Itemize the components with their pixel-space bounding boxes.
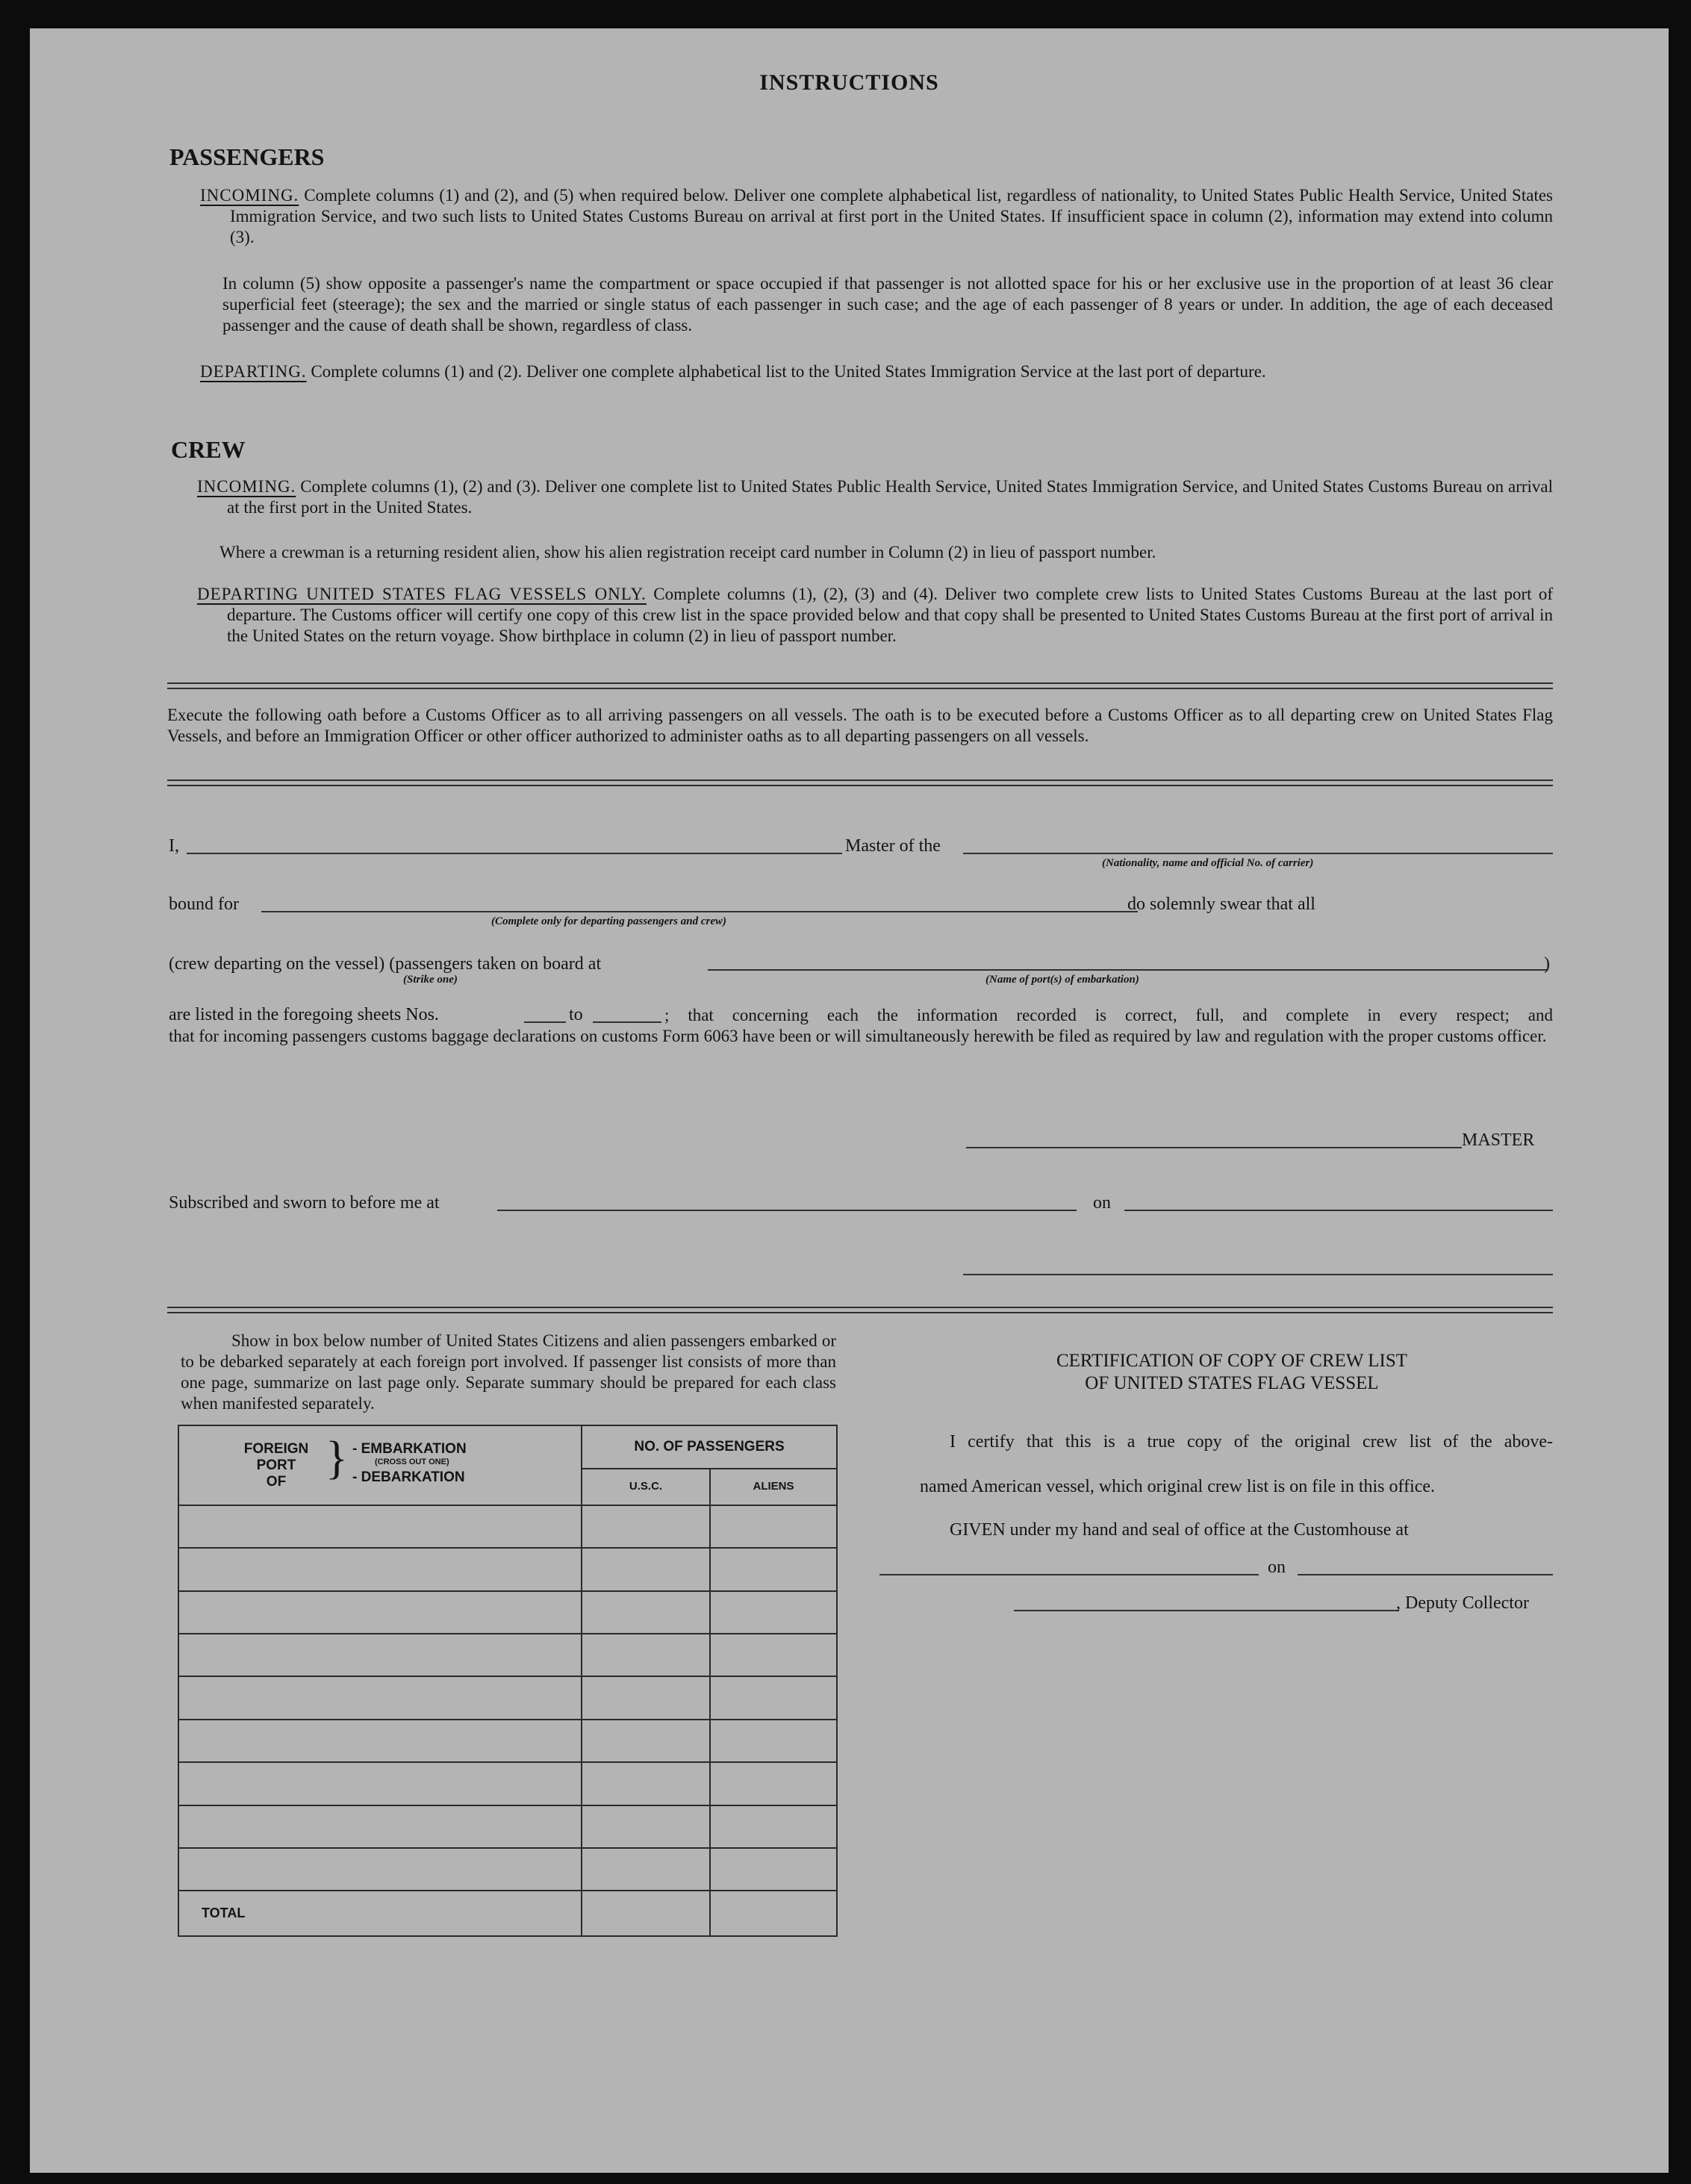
carrier-caption: (Nationality, name and official No. of carrier): [1102, 857, 1314, 869]
aliens-cell[interactable]: [710, 1548, 837, 1590]
port-cell[interactable]: [178, 1720, 582, 1762]
port-label: PORT: [256, 1457, 296, 1474]
certification-on-label: on: [1268, 1558, 1286, 1577]
usc-cell[interactable]: [582, 1762, 710, 1805]
close-paren: ): [1544, 954, 1550, 974]
table-row: [178, 1505, 837, 1548]
passengers-column5-paragraph: In column (5) show opposite a passenger's name the compartment or space occupied if that passenger is not allotted space for his or her exclusive use in the proportion of at least 36 clear superficial feet (steerage); the sex and the married or single status of each passenger in such case; and the age of each passenger of 8 years or under. In addition, the age of each deceased passenger and the cause of death shall be shown, regardless of class.: [222, 274, 1553, 335]
listed-sheets-label: are listed in the foregoing sheets Nos.: [169, 1005, 439, 1024]
foreign-label: FOREIGN: [243, 1441, 309, 1457]
listed-baggage-text: that for incoming passengers customs baggage declarations on customs Form 6063 have been or will simultaneously herewith be filed as required by law and regulation with the proper customs officer.: [169, 1027, 1547, 1045]
passengers-incoming-label: INCOMING.: [200, 186, 299, 205]
usc-cell[interactable]: [582, 1505, 710, 1548]
aliens-cell[interactable]: [710, 1720, 837, 1762]
page-title: INSTRUCTIONS: [759, 70, 939, 95]
certification-title-line1: CERTIFICATION OF COPY OF CREW LIST: [1056, 1351, 1408, 1371]
brace-symbol: }: [326, 1433, 348, 1484]
passengers-incoming-text: Complete columns (1) and (2), and (5) when required below. Deliver one complete alphabetical list, regardless of nationality, to United States Public Health Service, United States Immigration Service, and two such lists to United States Customs Bureau on arrival at first port in the United States. If insufficient space in column (2), information may extend into column (3).: [230, 186, 1553, 246]
listed-to-label: to: [569, 1005, 583, 1024]
crew-departing-label: DEPARTING UNITED STATES FLAG VESSELS ONLY.: [197, 585, 647, 603]
table-row: [178, 1548, 837, 1590]
sheet-from-field[interactable]: [524, 1021, 566, 1023]
certification-title-line2: OF UNITED STATES FLAG VESSEL: [1085, 1373, 1379, 1393]
customhouse-field[interactable]: [879, 1574, 1259, 1575]
foreign-port-label: [231, 1441, 321, 1490]
embarkation-label: - EMBARKATION: [352, 1441, 467, 1457]
strike-one-caption: (Strike one): [403, 974, 458, 986]
crew-incoming-paragraph: [197, 476, 1553, 518]
certification-line1: I certify that this is a true copy of the original crew list of the above-: [950, 1432, 1553, 1452]
table-row: [178, 1805, 837, 1848]
certification-line3: GIVEN under my hand and seal of office at the Customhouse at: [950, 1520, 1409, 1540]
aliens-label: ALIENS: [753, 1480, 794, 1493]
sworn-at-field[interactable]: [497, 1210, 1077, 1211]
ports-caption: (Name of port(s) of embarkation): [985, 974, 1139, 986]
table-row: [178, 1848, 837, 1891]
certification-line2: named American vessel, which original crew list is on file in this office.: [920, 1477, 1436, 1496]
sworn-on-label: on: [1093, 1193, 1111, 1213]
debarkation-label: - DEBARKATION: [352, 1469, 465, 1486]
master-label: MASTER: [1462, 1130, 1535, 1150]
total-row: [178, 1891, 837, 1936]
port-header-cell: [178, 1425, 582, 1505]
of-label: OF: [266, 1474, 287, 1490]
usc-cell[interactable]: [582, 1548, 710, 1590]
table-row: [178, 1634, 837, 1676]
crew-heading: CREW: [171, 436, 246, 463]
aliens-cell[interactable]: [710, 1591, 837, 1634]
ports-of-embarkation-field[interactable]: [708, 969, 1547, 971]
aliens-cell[interactable]: [710, 1634, 837, 1676]
table-row: [178, 1676, 837, 1719]
bound-for-caption: (Complete only for departing passengers and crew): [491, 915, 726, 927]
certification-title: [911, 1350, 1553, 1395]
bound-for-label: bound for: [169, 895, 239, 914]
total-label-cell: [178, 1891, 582, 1936]
deputy-collector-label: , Deputy Collector: [1396, 1593, 1529, 1613]
passenger-summary-table: [178, 1425, 838, 1937]
section-divider: [167, 1307, 1553, 1313]
certification-date-field[interactable]: [1298, 1574, 1553, 1575]
usc-cell[interactable]: [582, 1591, 710, 1634]
no-passengers-header-cell: [582, 1425, 837, 1469]
usc-cell[interactable]: [582, 1634, 710, 1676]
table-row: [178, 1591, 837, 1634]
aliens-header-cell: [710, 1469, 837, 1505]
total-label: TOTAL: [202, 1905, 246, 1921]
usc-cell[interactable]: [582, 1848, 710, 1891]
usc-cell[interactable]: [582, 1676, 710, 1719]
oath-i-label: I,: [169, 836, 179, 856]
table-row: [178, 1720, 837, 1762]
usc-cell[interactable]: [582, 1805, 710, 1848]
aliens-total-cell[interactable]: [710, 1891, 837, 1936]
oath-intro-paragraph: Execute the following oath before a Customs Officer as to all arriving passengers on all vessels. The oath is to be executed before a Customs Officer as to all departing crew on United States Flag Vessels, and before an Immigration Officer or other officer authorized to administer oaths as to all departing passengers on all vessels.: [167, 706, 1553, 745]
officer-signature-field[interactable]: [963, 1274, 1553, 1275]
port-cell[interactable]: [178, 1676, 582, 1719]
passengers-departing-text: Complete columns (1) and (2). Deliver one complete alphabetical list to the United States Immigration Service at the last port of departure.: [311, 362, 1266, 381]
crew-resident-paragraph: Where a crewman is a returning resident alien, show his alien registration receipt card number in Column (2) in lieu of passport number.: [219, 543, 1156, 561]
aliens-cell[interactable]: [710, 1676, 837, 1719]
carrier-field[interactable]: [963, 853, 1553, 854]
master-signature-field[interactable]: [966, 1147, 1462, 1148]
crew-incoming-label: INCOMING.: [197, 477, 296, 496]
table-row: [178, 1762, 837, 1805]
port-cell[interactable]: [178, 1762, 582, 1805]
master-of-the-label: Master of the: [845, 836, 941, 856]
aliens-cell[interactable]: [710, 1805, 837, 1848]
aliens-cell[interactable]: [710, 1848, 837, 1891]
section-divider: [167, 780, 1553, 786]
passengers-heading: PASSENGERS: [169, 143, 325, 170]
port-cell[interactable]: [178, 1634, 582, 1676]
passengers-incoming-paragraph: [200, 185, 1553, 248]
passengers-departing-paragraph: [200, 361, 1553, 382]
crew-passengers-label: (crew departing on the vessel) (passengers taken on board at: [169, 954, 602, 974]
aliens-cell[interactable]: [710, 1762, 837, 1805]
subscribed-label: Subscribed and sworn to before me at: [169, 1193, 440, 1213]
summary-instructions: Show in box below number of United States Citizens and alien passengers embarked or to be debarked separately at each foreign port involved. If passenger list consists of more than one page, summarize on last page only. Separate summary should be prepared for each class when manifested separately.: [181, 1331, 836, 1413]
deputy-signature-field[interactable]: [1014, 1610, 1399, 1611]
usc-total-cell[interactable]: [582, 1891, 710, 1936]
usc-header-cell: [582, 1469, 710, 1505]
usc-cell[interactable]: [582, 1720, 710, 1762]
crew-incoming-text: Complete columns (1), (2) and (3). Deliver one complete list to United States Public Health Service, United States Immigration Service, and United States Customs Bureau on arrival at the first port in the United States.: [227, 477, 1554, 517]
port-cell[interactable]: [178, 1548, 582, 1590]
sworn-on-date-field[interactable]: [1124, 1210, 1553, 1211]
swear-label: do solemnly swear that all: [1127, 895, 1315, 914]
port-cell[interactable]: [178, 1591, 582, 1634]
listed-text-continued: ; that concerning each the information recorded is correct, full, and complete in every respect; and: [664, 1006, 1553, 1024]
port-cell[interactable]: [178, 1505, 582, 1548]
port-cell[interactable]: [178, 1805, 582, 1848]
bound-for-field[interactable]: [261, 911, 1138, 912]
no-of-passengers-label: NO. OF PASSENGERS: [634, 1438, 785, 1455]
sheet-to-field[interactable]: [593, 1021, 661, 1023]
usc-label: U.S.C.: [629, 1480, 663, 1493]
passengers-departing-label: DEPARTING.: [200, 362, 307, 381]
crew-departing-text: Complete columns (1), (2), (3) and (4). Deliver two complete crew lists to United States Customs Bureau at the last port of departure. The Customs officer will certify one copy of this crew list in the space provided below and that copy shall be presented to United States Customs Bureau at the first port of arrival in the United States on the return voyage. Show birthplace in column (2) in lieu of passport number.: [227, 585, 1554, 645]
crew-departing-paragraph: [197, 584, 1553, 647]
port-cell[interactable]: [178, 1848, 582, 1891]
cross-out-one-label: (CROSS OUT ONE): [375, 1457, 449, 1467]
aliens-cell[interactable]: [710, 1505, 837, 1548]
master-name-field[interactable]: [187, 853, 842, 854]
document-page: [30, 28, 1669, 2173]
section-divider: [167, 682, 1553, 689]
